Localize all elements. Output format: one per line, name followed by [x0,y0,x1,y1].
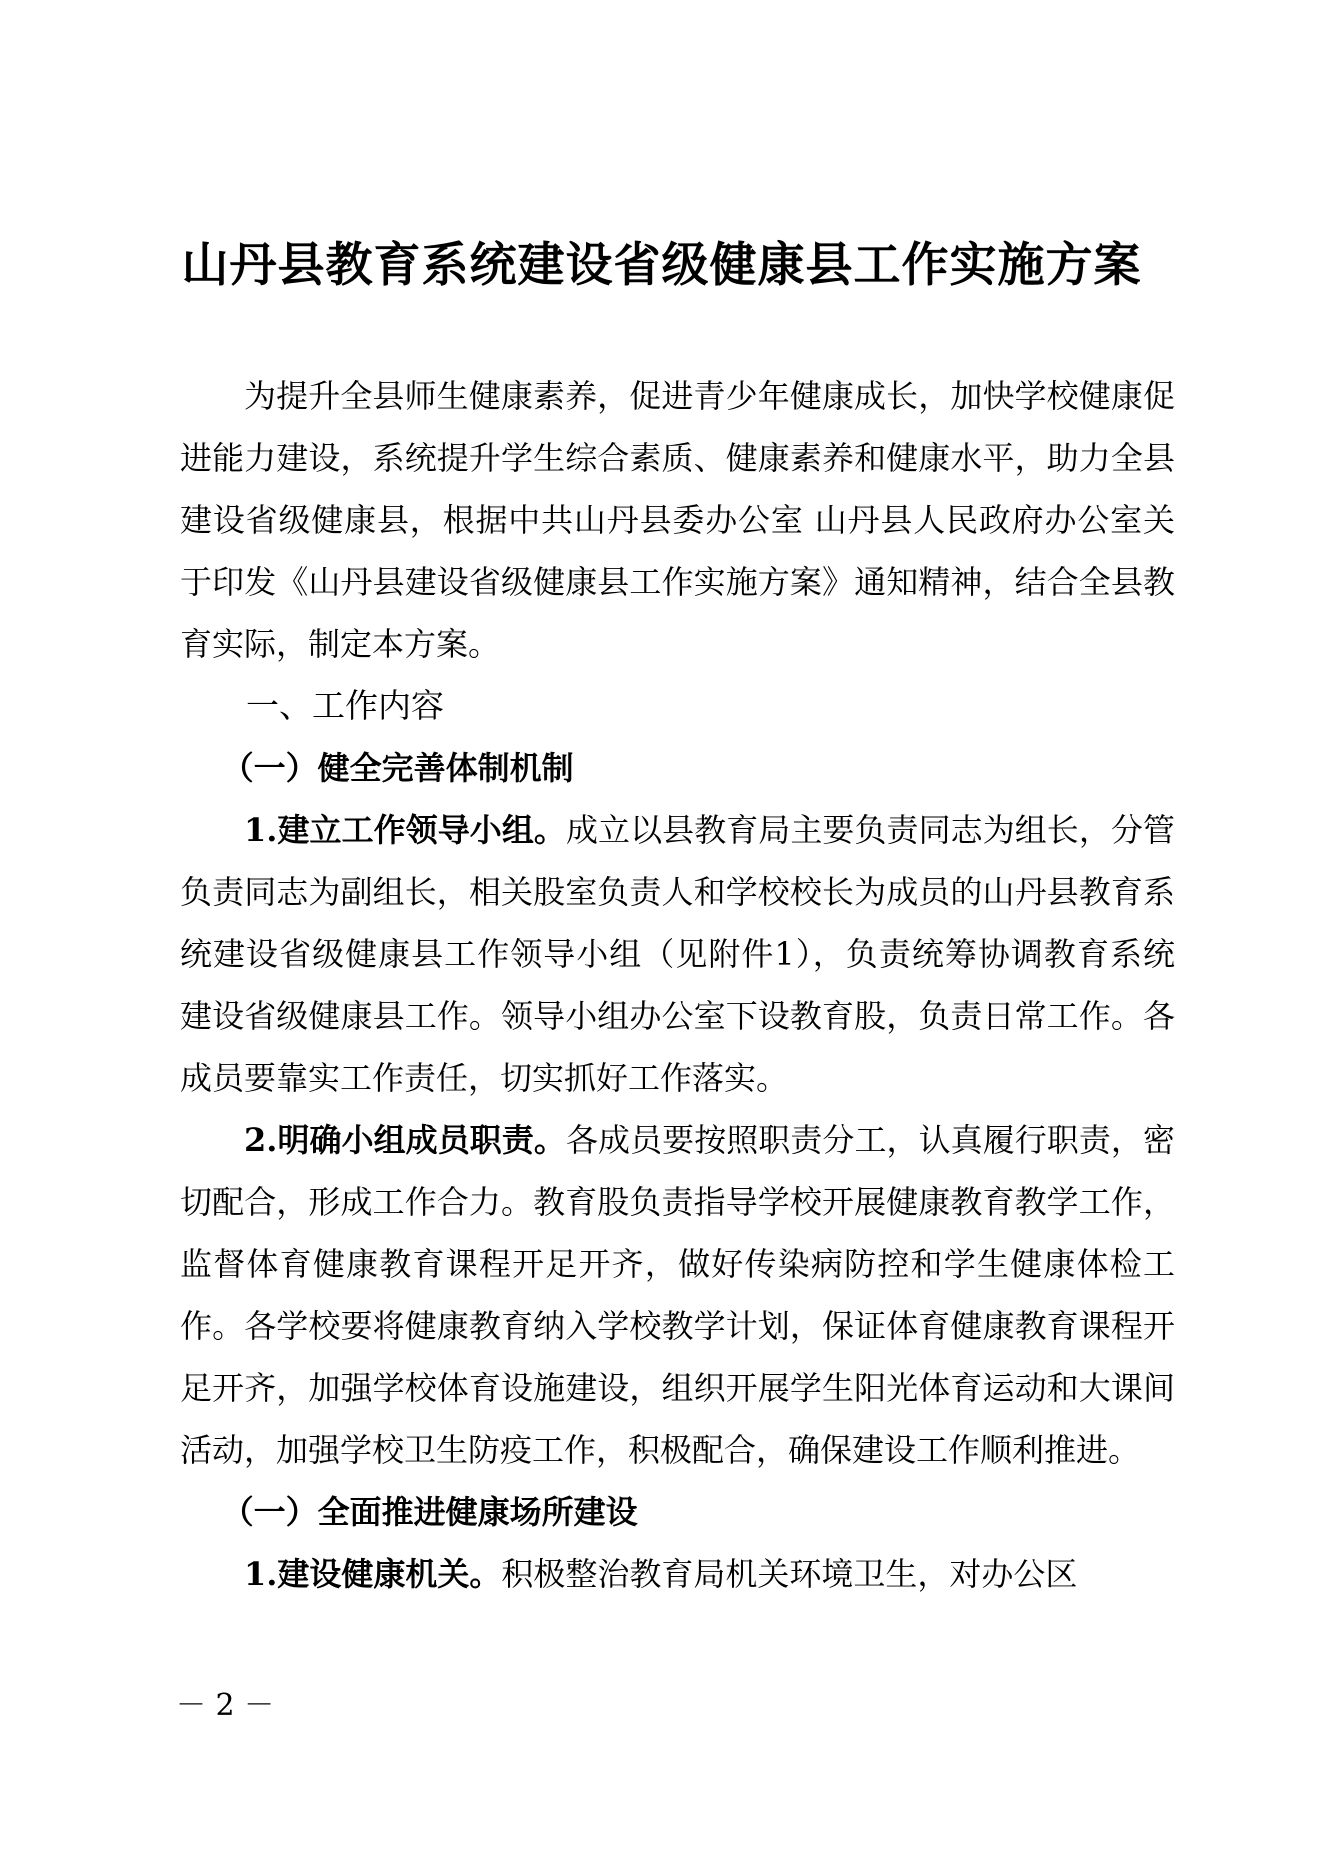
paragraph-item [180,799,1175,1109]
page-number: － 2 － [176,1688,275,1723]
paragraph-item [180,1109,1175,1481]
item-lead: 1.建立工作领导小组。 [244,811,566,849]
item-text: 成立以县教育局主要负责同志为组长，分管负责同志为副组长，相关股室负责人和学校校长为成员的山丹县教育系统建设省级健康县工作领导小组（见附件1），负责统筹协调教育系统建设省级健康县工作。领导小组办公室下设教育股，负责日常工作。各成员要靠实工作责任，切实抓好工作落实。 [180,811,1175,1097]
paragraph-item [180,1543,1175,1605]
subsection-heading: （一）全面推进健康场所建设 [221,1493,638,1531]
item-lead: 2.明确小组成员职责。 [244,1121,566,1159]
document-title: 山丹县教育系统建设省级健康县工作实施方案 [181,238,1142,293]
document-body [180,365,1175,1605]
section-heading: 一、工作内容 [246,686,444,725]
item-lead: 1.建设健康机关。 [244,1555,502,1593]
item-text: 积极整治教育局机关环境卫生，对办公区 [501,1555,1078,1593]
item-text: 各成员要按照职责分工，认真履行职责，密切配合，形成工作合力。教育股负责指导学校开展健康教育教学工作，监督体育健康教育课程开足开齐，做好传染病防控和学生健康体检工作。各学校要将健康教育纳入学校教学计划，保证体育健康教育课程开足开齐，加强学校体育设施建设，组织开展学生阳光体育运动和大课间活动，加强学校卫生防疫工作，积极配合，确保建设工作顺利推进。 [180,1121,1175,1469]
subsection-heading: （一）健全完善体制机制 [221,749,574,787]
intro-paragraph: 为提升全县师生健康素养，促进青少年健康成长，加快学校健康促进能力建设，系统提升学生综合素质、健康素养和健康水平，助力全县建设省级健康县，根据中共山丹县委办公室 山丹县人民政府办公室关于印发《山丹县建设省级健康县工作实施方案》通知精神，结合全县教育实际，制定本方案。 [180,377,1175,663]
